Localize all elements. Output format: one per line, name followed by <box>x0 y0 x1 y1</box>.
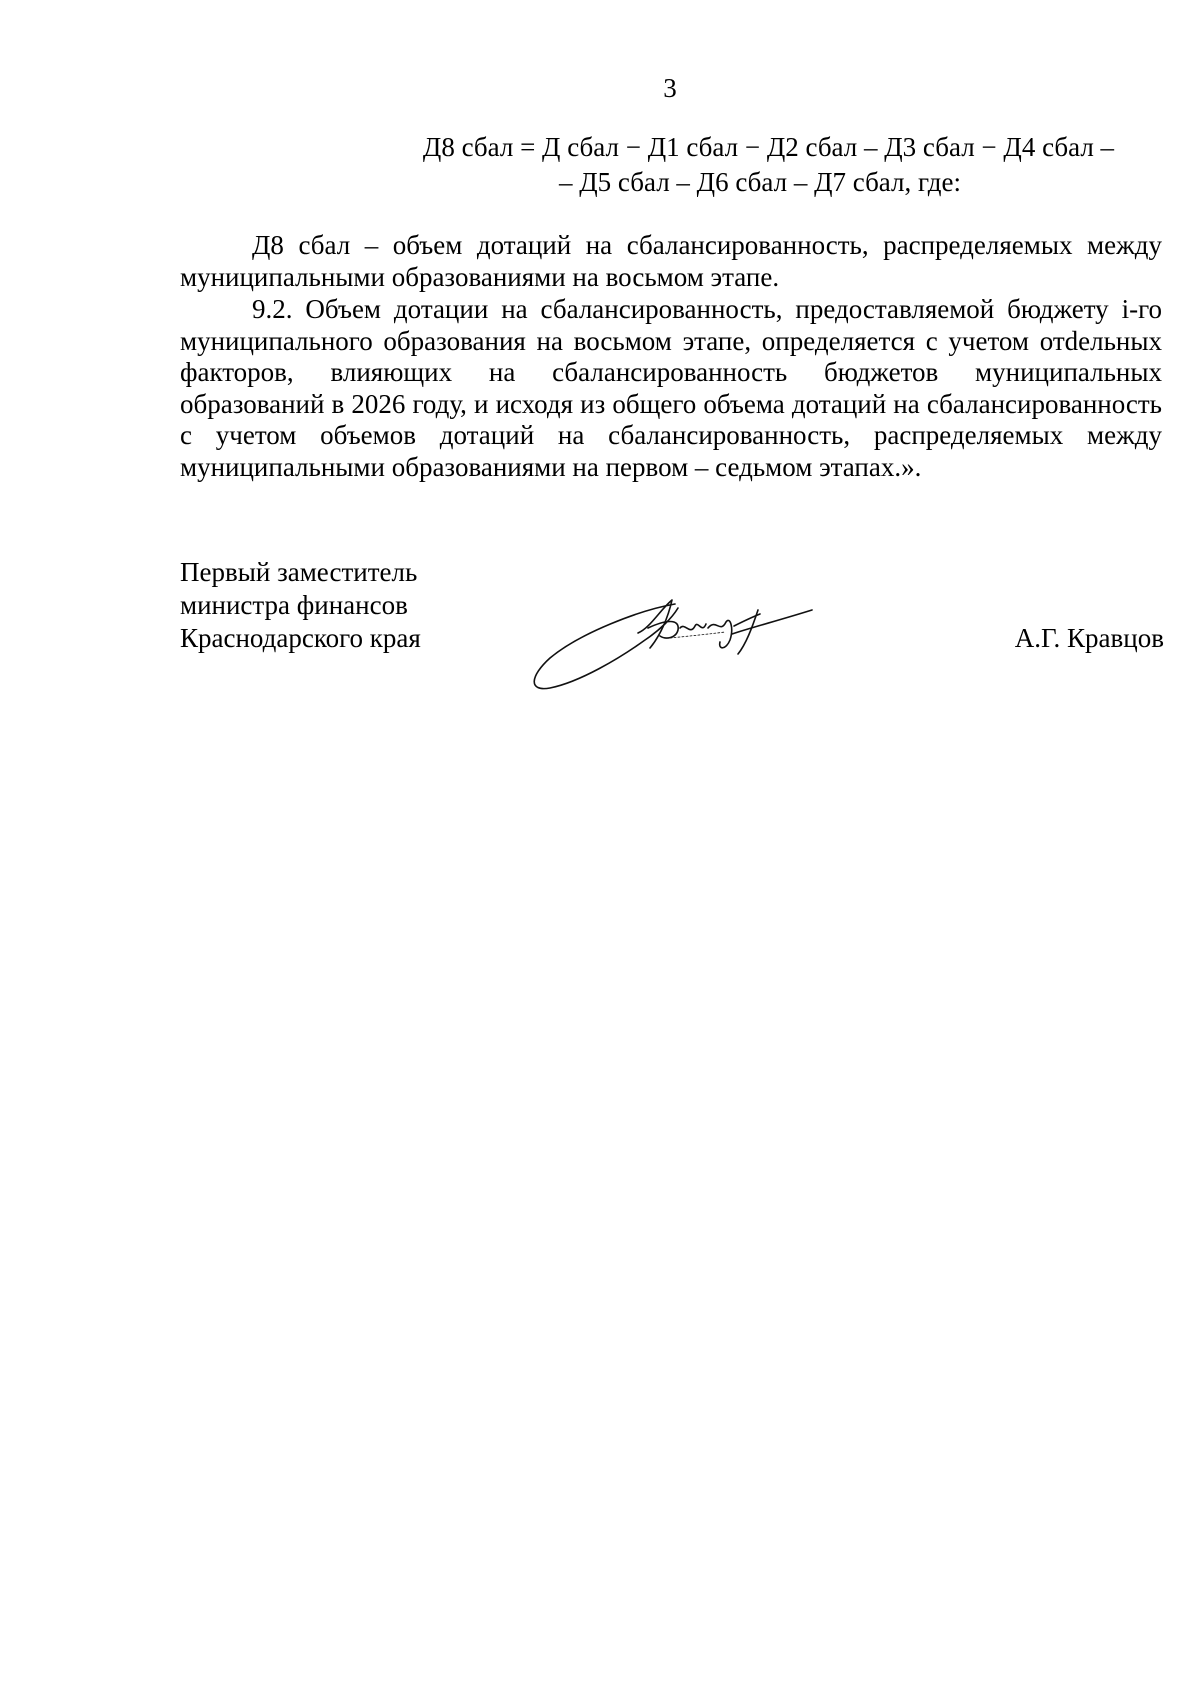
paragraph-definition: Д8 сбал – объем дотаций на сбалансированность, распределяемых между муниципальными образованиями на восьмом этапе. <box>180 230 1162 292</box>
signatory-title <box>180 556 421 655</box>
signatory-title-line-2: министра финансов <box>180 590 408 620</box>
paragraph-9-2: 9.2. Объем дотации на сбалансированность, предоставляемой бюджету i-го муниципального образования на восьмом этапе, определяется с учетом отdельных факторов, влияющих на сбалансированность бюджетов муниципальных образований в 2026 году, и исходя из общего объема дотаций на сбалансированность с учетом объемов дотаций на сбалансированность, распределяемых между муниципальными образованиями на первом – седьмом этапах.». <box>180 294 1162 482</box>
signatory-title-line-1: Первый заместитель <box>180 557 418 587</box>
page-number: 3 <box>663 73 677 103</box>
signatory-title-line-3: Краснодарского края <box>180 623 421 653</box>
formula-line-1: Д8 сбал = Д сбал − Д1 сбал − Д2 сбал – Д3 сбал − Д4 сбал – <box>422 132 1115 162</box>
formula-line-2: – Д5 сбал – Д6 сбал – Д7 сбал, где: <box>559 167 961 197</box>
handwritten-signature <box>520 588 820 698</box>
signatory-name: А.Г. Кравцов <box>1014 623 1164 653</box>
